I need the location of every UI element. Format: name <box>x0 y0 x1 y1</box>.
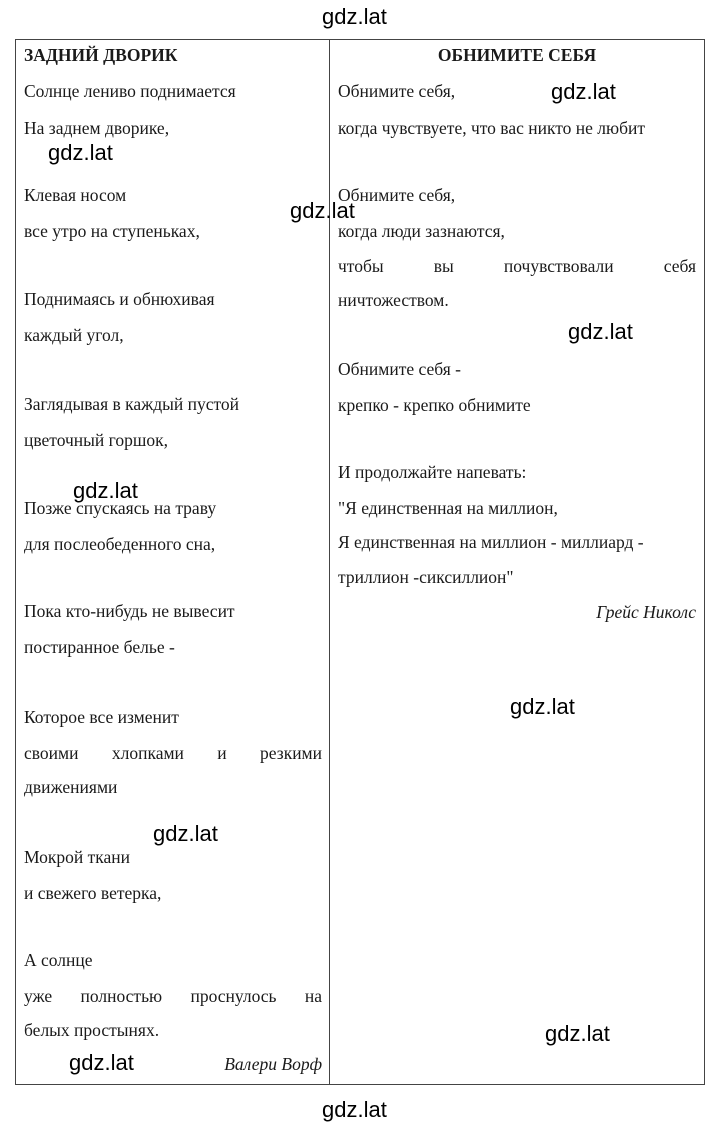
watermark-text: gdz.lat <box>551 79 616 104</box>
poem-line: когда люди зазнаются, <box>338 221 505 241</box>
watermark-text: gdz.lat <box>568 319 633 344</box>
poem-line: и свежего ветерка, <box>24 883 162 903</box>
watermark-text: gdz.lat <box>290 198 355 223</box>
poem-line: Мокрой ткани <box>24 847 130 867</box>
poem-line: Обнимите себя - <box>338 359 461 379</box>
poem-line: уже полностью проснулось на <box>24 986 322 1006</box>
poem-line: когда чувствуете, что вас никто не любит <box>338 118 646 138</box>
poem-line: Я единственная на миллион - миллиард - <box>338 532 644 552</box>
poem-line: Которое все изменит <box>24 707 179 727</box>
poem-line: На заднем дворике, <box>24 118 170 138</box>
watermark-text: gdz.lat <box>545 1021 610 1046</box>
poem-line: крепко - крепко обнимите <box>338 395 531 415</box>
right-poem-author: Грейс Николс <box>596 602 696 622</box>
poem-line: Клевая носом <box>24 185 127 205</box>
poem-line: движениями <box>24 777 118 797</box>
poem-line: Обнимите себя, <box>338 185 456 205</box>
poem-line: белых простынях. <box>24 1020 160 1040</box>
watermark-text: gdz.lat <box>153 821 218 846</box>
left-poem-author: Валери Ворф <box>224 1054 322 1074</box>
watermark-text: gdz.lat <box>510 694 575 719</box>
poem-line: "Я единственная на миллион, <box>338 498 558 518</box>
poem-line: ничтожеством. <box>338 290 449 310</box>
poem-line: Заглядывая в каждый пустой <box>24 394 240 414</box>
poem-line: чтобы вы почувствовали себя <box>338 256 696 276</box>
watermark-text: gdz.lat <box>322 1097 387 1122</box>
poem-line: И продолжайте напевать: <box>338 462 527 482</box>
poem-line: А солнце <box>24 950 93 970</box>
watermark-text: gdz.lat <box>69 1050 134 1075</box>
poem-line: Обнимите себя, <box>338 81 456 101</box>
poem-line: для послеобеденного сна, <box>24 534 216 554</box>
poem-line: Солнце лениво поднимается <box>24 81 236 101</box>
right-poem-title: ОБНИМИТЕ СЕБЯ <box>437 45 597 65</box>
poem-line: все утро на ступеньках, <box>24 221 200 241</box>
poem-line: Пока кто-нибудь не вывесит <box>24 601 235 621</box>
watermark-text: gdz.lat <box>48 140 113 165</box>
watermark-text: gdz.lat <box>73 478 138 503</box>
poem-line: своими хлопками и резкими <box>24 743 322 763</box>
poem-line: цветочный горшок, <box>24 430 169 450</box>
left-poem-title: ЗАДНИЙ ДВОРИК <box>24 45 178 65</box>
poem-line: Поднимаясь и обнюхивая <box>24 289 215 309</box>
poem-line: триллион -сиксиллион" <box>338 567 514 587</box>
poem-line: постиранное белье - <box>24 637 175 657</box>
poems-table <box>15 39 705 1085</box>
column-divider <box>329 40 330 1084</box>
watermark-text: gdz.lat <box>322 4 387 29</box>
poem-line: каждый угол, <box>24 325 124 345</box>
poem-line: Позже спускаясь на траву <box>24 498 217 518</box>
